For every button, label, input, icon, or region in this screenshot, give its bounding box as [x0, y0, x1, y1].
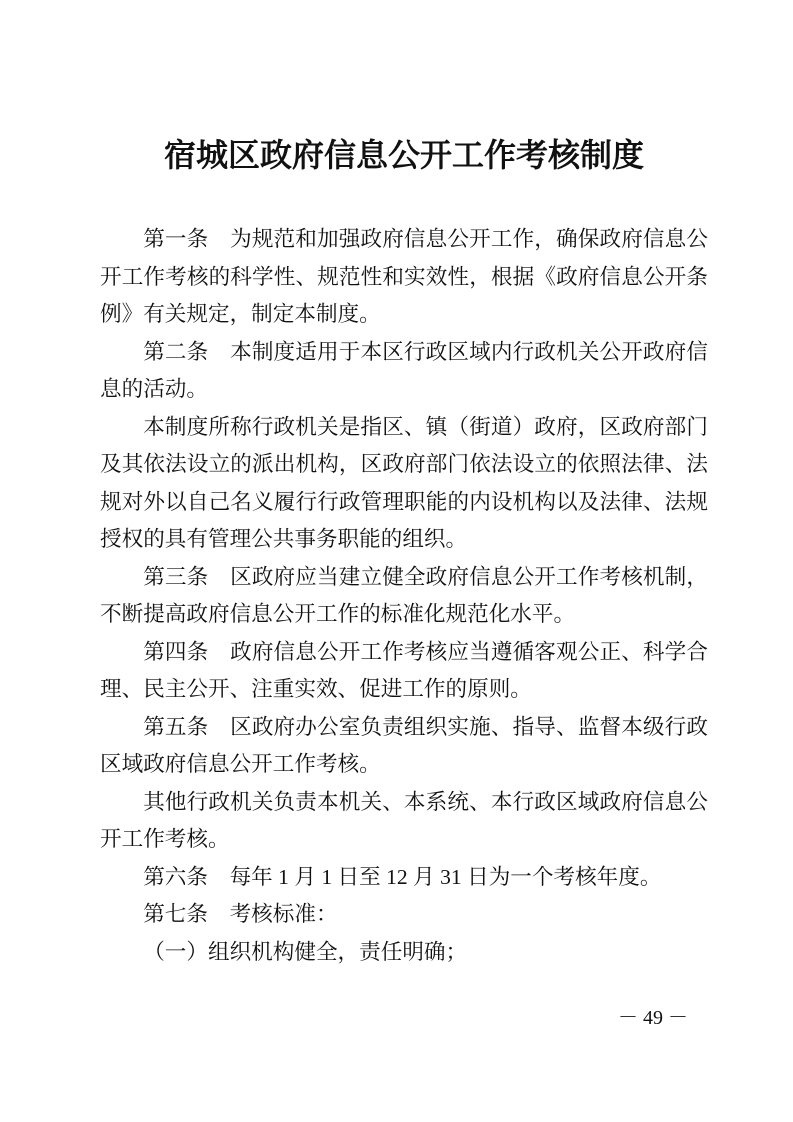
page-number: － 49 － [618, 1007, 688, 1029]
document-body [100, 221, 708, 971]
paragraph-article-3: 第三条 区政府应当建立健全政府信息公开工作考核机制，不断提高政府信息公开工作的标准化规范化水平。 [100, 564, 708, 626]
paragraph-article-2: 第二条 本制度适用于本区行政区域内行政机关公开政府信息的活动。 [100, 339, 708, 401]
paragraph-article-5-continued: 其他行政机关负责本机关、本系统、本行政区域政府信息公开工作考核。 [100, 789, 708, 851]
paragraph-article-7: 第七条 考核标准： [143, 902, 338, 926]
paragraph-article-1: 第一条 为规范和加强政府信息公开工作，确保政府信息公开工作考核的科学性、规范性和实效性，根据《政府信息公开条例》有关规定，制定本制度。 [100, 227, 708, 326]
paragraph-article-5: 第五条 区政府办公室负责组织实施、指导、监督本级行政区域政府信息公开工作考核。 [100, 714, 708, 776]
paragraph-article-6: 第六条 每年 1 月 1 日至 12 月 31 日为一个考核年度。 [143, 864, 662, 889]
paragraph-article-4: 第四条 政府信息公开工作考核应当遵循客观公正、科学合理、民主公开、注重实效、促进工作的原则。 [100, 639, 708, 701]
paragraph-article-2-continued: 本制度所称行政机关是指区、镇（街道）政府，区政府部门及其依法设立的派出机构，区政府部门依法设立的依照法律、法规对外以自己名义履行行政管理职能的内设机构以及法律、法规授权的具有管理公共事务职能的组织。 [100, 414, 708, 551]
paragraph-item-1: （一）组织机构健全，责任明确； [143, 939, 468, 964]
document-title: 宿城区政府信息公开工作考核制度 [163, 137, 644, 173]
